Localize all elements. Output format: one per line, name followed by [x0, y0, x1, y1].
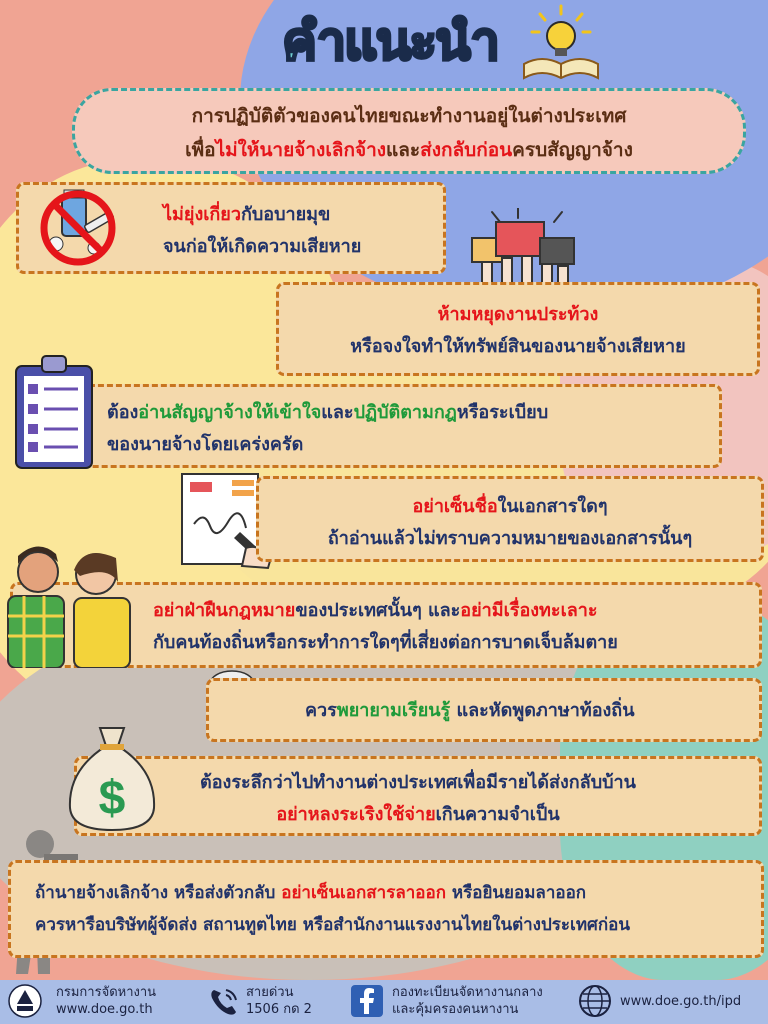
footer-link[interactable]: www.doe.go.th: [56, 1002, 153, 1017]
facebook-icon[interactable]: [350, 984, 384, 1018]
footer-text: และคุ้มครองคนหางาน: [392, 1002, 519, 1017]
page-title: คำแนะนำ: [282, 12, 498, 72]
tip-text: จนก่อให้เกิดความเสียหาย: [163, 236, 362, 257]
lightbulb-book-icon: [520, 4, 602, 84]
arguing-people-icon: [4, 536, 134, 668]
tip-text: กับอบายมุข: [240, 204, 331, 225]
subtitle-text: และ: [386, 139, 421, 161]
clipboard-checklist-icon: [14, 352, 94, 470]
subtitle-box: [72, 88, 746, 174]
globe-icon: [578, 984, 612, 1018]
subtitle-highlight: ไม่ให้นายจ้างเลิกจ้าง: [215, 139, 387, 161]
footer-hotline: [246, 984, 312, 1018]
tip-text: ถ้านายจ้างเลิกจ้าง หรือส่งตัวกลับ: [35, 883, 282, 903]
tip-highlight: ปฏิบัติตามกฎ: [353, 402, 457, 423]
tip-text: และ: [321, 402, 354, 423]
tip-text: กับคนท้องถิ่นหรือกระทำการใดๆที่เสี่ยงต่อการบาดเจ็บล้มตาย: [153, 632, 618, 653]
footer-bar: [0, 980, 768, 1024]
svg-text:$: $: [98, 772, 126, 825]
footer-website-link[interactable]: www.doe.go.th/ipd: [620, 994, 742, 1009]
tip-text: ในเอกสารใดๆ: [497, 496, 608, 517]
tip-text: ของประเทศนั้นๆ และ: [295, 600, 461, 621]
tip-card-no-strike: [276, 282, 760, 376]
tip-text: ต้อง: [107, 402, 139, 423]
tip-highlight: ห้ามหยุดงานประท้วง: [437, 304, 599, 325]
footer-department: [56, 984, 156, 1018]
tip-highlight: ไม่ยุ่งเกี่ยว: [163, 204, 241, 225]
tip-text: ต้องระลึกว่าไปทำงานต่างประเทศเพื่อมีรายได้ส่งกลับบ้าน: [200, 772, 636, 793]
tip-text: ควร: [305, 700, 337, 721]
tip-text: หรือระเบียบ: [456, 402, 549, 423]
tip-card-if-dismissed: [8, 860, 764, 958]
subtitle-line-1: การปฏิบัติตัวของคนไทยขณะทำงานอยู่ในต่างประเทศ: [191, 105, 627, 127]
emblem-icon: [8, 984, 42, 1018]
subtitle-text: เพื่อ: [185, 139, 216, 161]
subtitle-highlight: ส่งกลับก่อน: [420, 139, 513, 161]
footer-text: กองทะเบียนจัดหางานกลาง: [392, 985, 543, 1000]
tip-card-save-money: [74, 756, 762, 836]
tip-highlight: พยายามเรียนรู้: [336, 700, 451, 721]
no-drugs-icon: [34, 188, 122, 268]
tip-highlight: อย่าฝ่าฝืนกฎหมาย: [153, 600, 296, 621]
subtitle-line-2: [75, 133, 743, 167]
footer-text: 1506 กด 2: [246, 1002, 312, 1017]
tip-card-read-contract: [54, 384, 722, 468]
tip-highlight: อย่าเซ็นเอกสารลาออก: [281, 883, 446, 903]
tip-text: ถ้าอ่านแล้วไม่ทราบความหมายของเอกสารนั้นๆ: [327, 528, 693, 549]
tip-highlight: อ่านสัญญาจ้างให้เข้าใจ: [138, 402, 322, 423]
tip-highlight: อย่ามีเรื่องทะเลาะ: [460, 600, 598, 621]
tip-highlight: อย่าเซ็นชื่อ: [412, 496, 498, 517]
subtitle-text: ครบสัญญาจ้าง: [512, 139, 633, 161]
tip-highlight: อย่าหลงระเริงใช้จ่าย: [276, 804, 436, 825]
tip-text: และหัดพูดภาษาท้องถิ่น: [450, 700, 635, 721]
tip-text: หรือยินยอมลาออก: [446, 883, 587, 903]
tip-text: ควรหารือบริษัทผู้จัดส่ง สถานทูตไทย หรือสำนักงานแรงงานไทยในต่างประเทศก่อน: [35, 915, 630, 935]
footer-facebook-page[interactable]: [392, 984, 543, 1018]
footer-text: กรมการจัดหางาน: [56, 985, 157, 1000]
phone-icon: [206, 984, 240, 1018]
tip-card-learn-language: [206, 678, 762, 742]
tip-text: ของนายจ้างโดยเคร่งครัด: [107, 434, 304, 455]
tip-text: เกินความจำเป็น: [435, 804, 560, 825]
footer-text: สายด่วน: [246, 985, 294, 1000]
tip-card-do-not-sign: [256, 476, 764, 562]
money-bag-icon: [64, 722, 160, 834]
tip-text: หรือจงใจทำให้ทรัพย์สินของนายจ้างเสียหาย: [350, 336, 686, 357]
